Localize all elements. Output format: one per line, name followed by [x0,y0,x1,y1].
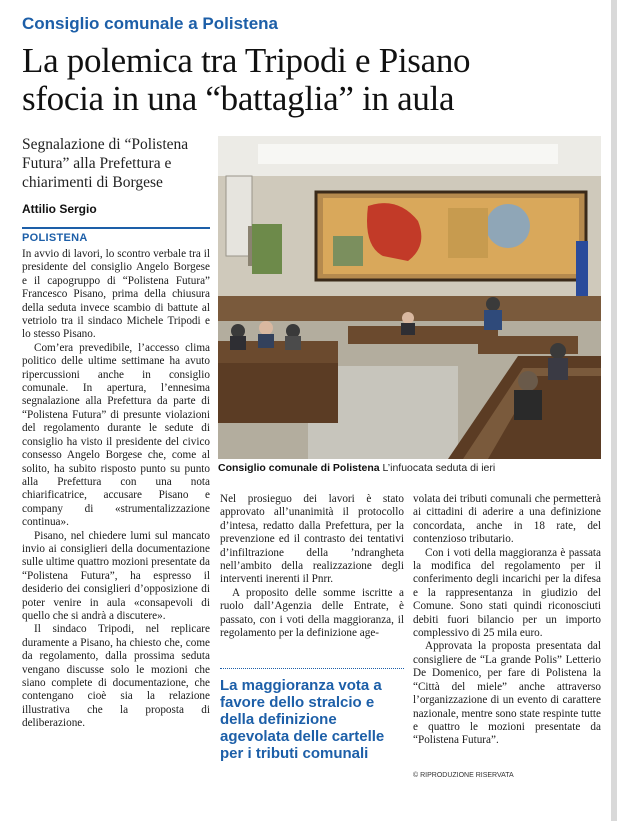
headline-line-2: sfocia in una “battaglia” in aula [22,79,455,118]
paragraph: Il sindaco Tripodi, nel replicare duramente a Pisano, ha chiesto che, come da regolamento, dalla prossima seduta vengano discusse solo le mozioni che siano complete di documentazione, che contengano cioè sia la relazione illustrativa che la proposta di deliberazione. [22,623,210,730]
headline-line-1: La polemica tra Tripodi e Pisano [22,41,471,80]
author-byline: Attilio Sergio [22,202,97,216]
headline [22,42,602,118]
copyright-notice: © RIPRODUZIONE RISERVATA [413,772,514,779]
paragraph: Nel prosieguo dei lavori è stato approvato all’unanimità il protocollo d’intesa, redatto dalla Prefettura, per la prevenzione ed il contrasto dei tentativi d’infiltrazione della ’ndrangheta nell’ambito della realizzazione degli interventi inerenti il Pnrr. [220,493,404,586]
article-column-2 [220,493,404,640]
paragraph: volata dei tributi comunali che permetterà ai cittadini di aderire a una definizione concordata, anche in 18 rate, del contenzioso tributario. [413,493,601,546]
council-chamber-illustration [218,136,601,459]
paragraph: A proposito delle somme iscritte a ruolo dall’Agenzia delle Entrate, è passato, con i voti della maggioranza, il regolamento per la definizione age- [220,586,404,640]
caption-text: L’infuocata seduta di ieri [382,462,496,474]
caption-title: Consiglio comunale di Polistena [218,462,380,474]
dateline-location: POLISTENA [22,227,210,244]
article-column-3 [413,493,601,748]
subheadline: Segnalazione di “Polistena Futura” alla Prefettura e chiarimenti di Borgese [22,136,189,191]
article-column-1 [22,248,210,731]
pull-quote: La maggioranza vota a favore dello stralcio e della definizione agevolata delle cartelle per i tributi comunali [220,668,404,762]
section-kicker: Consiglio comunale a Polistena [22,14,278,33]
photo-caption [218,462,601,474]
paragraph: Con i voti della maggioranza è passata la modifica del regolamento per il conferimento degli incarichi per la difesa e la rappresentanza in giudizio del Comune. Sono stati quindi riconosciuti debiti fuori bilancio per un importo complessivo di 25 mila euro. [413,546,601,640]
council-photo [218,136,601,459]
paragraph: In avvio di lavori, lo scontro verbale tra il presidente del consiglio Angelo Borgese e il capogruppo di “Polistena Futura” Francesco Pisano, prima della chiusura della seduta invece scambio di battute al vetriolo tra il sindaco Michele Tripodi e lo stesso Pisano. [22,248,210,341]
paragraph: Pisano, nel chiedere lumi sul mancato invio ai consiglieri della documentazione sulle ultime quattro mozioni presentate da “Polistena Futura”, ha espresso il desiderio dei consiglieri d’opposizione di poter venire in aula «consapevoli di quello che si andrà a discutere». [22,529,210,622]
page-edge [611,0,617,821]
paragraph: Com’era prevedibile, l’accesso clima politico delle ultime settimane ha avuto ripercussioni anche in consiglio comunale. In apertura, l’ennesima segnalazione alla Prefettura da parte di “Polistena Futura” di presunte violazioni del regolamento durante le sedute di consiglio ha visto il presidente del civico consesso Angelo Borgese che, come al solito, ha subito risposto punto su punto alla Prefettura con una nota chiarificatrice, accusare Pisano e company di «strumentalizzazione continua». [22,341,210,529]
paragraph: Approvata la proposta presentata dal consigliere de “La grande Polis” Letterio De Domenico, per fare di Polistena la “Città del miele” anche attraverso l’organizzazione di un evento di carattere nazionale, mentre sono state respinte tutte e quattro le mozioni presentate da “Polistena Futura”. [413,640,601,747]
